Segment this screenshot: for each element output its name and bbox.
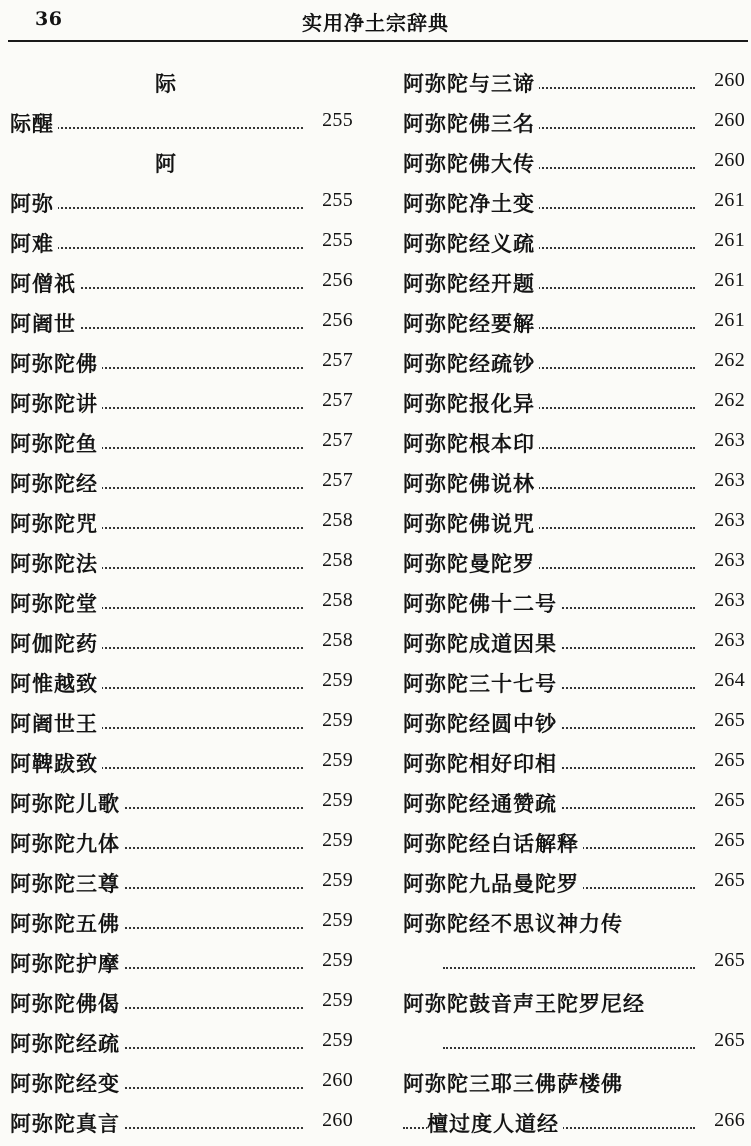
index-entry <box>10 306 353 346</box>
entry-page-number: 256 <box>322 309 353 331</box>
index-entry <box>10 626 353 666</box>
entry-term: 阿弥陀三耶三佛萨楼佛 <box>403 1068 627 1098</box>
entry-page-number: 259 <box>322 669 353 691</box>
index-entry <box>10 506 353 546</box>
entry-page-number: 262 <box>714 349 745 371</box>
index-entry <box>403 266 745 306</box>
entry-term: 阿弥陀堂 <box>10 588 102 618</box>
entry-term: 阿弥陀根本印 <box>403 428 539 458</box>
entry-page-number: 263 <box>714 469 745 491</box>
entry-page-number: 259 <box>322 1029 353 1051</box>
entry-term: 阿弥陀报化异 <box>403 388 539 418</box>
entry-term: 阿弥陀儿歌 <box>10 788 124 818</box>
entry-page-number: 257 <box>322 349 353 371</box>
entry-page-number: 259 <box>322 949 353 971</box>
index-entry <box>403 506 745 546</box>
entry-term: 阿阇世 <box>10 308 80 338</box>
entry-term: 阿弥陀经白话解释 <box>403 828 583 858</box>
index-entry <box>403 626 745 666</box>
entry-page-number: 260 <box>714 109 745 131</box>
dot-leader <box>443 967 695 969</box>
entry-page-number: 263 <box>714 549 745 571</box>
index-entry <box>10 1106 353 1146</box>
entry-term: 阿弥陀佛偈 <box>10 988 124 1018</box>
entry-term: 际醒 <box>10 108 58 138</box>
index-entry <box>403 906 745 946</box>
entry-term: 阿弥陀真言 <box>10 1108 124 1138</box>
entry-page-number: 261 <box>714 309 745 331</box>
index-entry <box>10 946 353 986</box>
entry-term: 阿弥陀经疏 <box>10 1028 124 1058</box>
entry-term: 阿弥陀佛十二号 <box>403 588 561 618</box>
header-rule <box>8 40 748 42</box>
entry-page-number: 259 <box>322 869 353 891</box>
index-entry <box>403 666 745 706</box>
index-entry <box>403 146 745 186</box>
entry-term: 阿弥陀佛说林 <box>403 468 539 498</box>
entry-page-number: 260 <box>714 69 745 91</box>
entry-page-number: 259 <box>322 789 353 811</box>
entry-page-number: 257 <box>322 429 353 451</box>
entry-page-number: 257 <box>322 469 353 491</box>
entry-page-number: 265 <box>714 829 745 851</box>
index-entry <box>10 826 353 866</box>
entry-term: 阿弥陀成道因果 <box>403 628 561 658</box>
index-entry <box>10 226 353 266</box>
index-entry <box>403 826 745 866</box>
entry-term: 阿弥陀经不思议神力传 <box>403 908 627 938</box>
entry-page-number: 265 <box>714 1029 745 1051</box>
entry-page-number: 265 <box>714 749 745 771</box>
index-entry <box>403 786 745 826</box>
index-entry <box>403 1026 745 1066</box>
index-entry <box>10 346 353 386</box>
index-column-left <box>10 66 353 1146</box>
entry-term: 阿弥陀佛三名 <box>403 108 539 138</box>
index-entry <box>403 546 745 586</box>
entry-page-number: 256 <box>322 269 353 291</box>
index-entry <box>10 986 353 1026</box>
entry-page-number: 264 <box>714 669 745 691</box>
entry-page-number: 255 <box>322 109 353 131</box>
entry-term: 阿惟越致 <box>10 668 102 698</box>
entry-page-number: 258 <box>322 549 353 571</box>
entry-term: 阿弥陀经幵题 <box>403 268 539 298</box>
index-entry <box>403 986 745 1026</box>
entry-term: 阿弥陀鱼 <box>10 428 102 458</box>
index-entry <box>403 346 745 386</box>
entry-term: 阿弥陀讲 <box>10 388 102 418</box>
index-entry <box>10 906 353 946</box>
entry-term: 阿鞞跋致 <box>10 748 102 778</box>
entry-page-number: 265 <box>714 869 745 891</box>
entry-term: 阿弥陀佛 <box>10 348 102 378</box>
section-heading <box>10 66 353 106</box>
entry-page-number: 260 <box>322 1069 353 1091</box>
page-number: 36 <box>35 8 63 30</box>
entry-page-number: 260 <box>714 149 745 171</box>
entry-term: 阿弥陀经 <box>10 468 102 498</box>
index-entry <box>10 266 353 306</box>
entry-term: 阿弥陀经要解 <box>403 308 539 338</box>
index-entry <box>10 866 353 906</box>
entry-page-number: 258 <box>322 629 353 651</box>
entry-term: 阿弥陀经通赞疏 <box>403 788 561 818</box>
entry-term: 阿弥陀五佛 <box>10 908 124 938</box>
entry-term: 阿弥陀法 <box>10 548 102 578</box>
entry-term: 阿弥陀九品曼陀罗 <box>403 868 583 898</box>
entry-page-number: 261 <box>714 269 745 291</box>
entry-term: 阿弥陀经疏钞 <box>403 348 539 378</box>
index-entry <box>403 226 745 266</box>
entry-term: 阿弥陀咒 <box>10 508 102 538</box>
entry-term: 阿难 <box>10 228 58 258</box>
entry-page-number: 255 <box>322 189 353 211</box>
entry-page-number: 263 <box>714 509 745 531</box>
entry-term: 阿弥陀佛大传 <box>403 148 539 178</box>
index-entry <box>403 1106 745 1146</box>
entry-page-number: 257 <box>322 389 353 411</box>
entry-page-number: 262 <box>714 389 745 411</box>
entry-page-number: 259 <box>322 989 353 1011</box>
entry-term: 阿弥陀九体 <box>10 828 124 858</box>
entry-page-number: 259 <box>322 909 353 931</box>
dot-leader <box>443 1047 695 1049</box>
index-entry <box>403 706 745 746</box>
entry-page-number: 259 <box>322 709 353 731</box>
index-entry <box>10 426 353 466</box>
index-entry <box>403 746 745 786</box>
entry-page-number: 265 <box>714 709 745 731</box>
entry-page-number: 258 <box>322 509 353 531</box>
entry-page-number: 261 <box>714 229 745 251</box>
index-entry <box>403 1066 745 1106</box>
entry-page-number: 263 <box>714 629 745 651</box>
index-entry <box>10 1066 353 1106</box>
index-entry <box>10 666 353 706</box>
entry-term: 阿弥陀曼陀罗 <box>403 548 539 578</box>
entry-term: 阿僧祇 <box>10 268 80 298</box>
index-entry <box>10 466 353 506</box>
entry-term: 阿弥陀经义疏 <box>403 228 539 258</box>
index-entry <box>10 106 353 146</box>
running-title: 实用净土宗辞典 <box>302 11 449 35</box>
index-entry <box>403 586 745 626</box>
entry-page-number: 255 <box>322 229 353 251</box>
entry-term: 阿弥陀鼓音声王陀罗尼经 <box>403 988 649 1018</box>
entry-term: 檀过度人道经 <box>427 1108 563 1138</box>
index-entry <box>403 66 745 106</box>
index-entry <box>403 466 745 506</box>
index-entry <box>403 386 745 426</box>
index-column-right <box>403 66 745 1146</box>
entry-page-number: 265 <box>714 949 745 971</box>
entry-page-number: 263 <box>714 429 745 451</box>
entry-term: 阿弥陀经变 <box>10 1068 124 1098</box>
entry-page-number: 261 <box>714 189 745 211</box>
index-entry <box>403 106 745 146</box>
entry-term: 阿弥陀与三谛 <box>403 68 539 98</box>
index-entry <box>10 186 353 226</box>
index-entry <box>10 746 353 786</box>
entry-term: 阿弥陀三十七号 <box>403 668 561 698</box>
index-entry <box>10 786 353 826</box>
entry-term: 阿弥陀护摩 <box>10 948 124 978</box>
section-heading-text: 阿 <box>155 151 176 176</box>
index-entry <box>10 586 353 626</box>
entry-page-number: 259 <box>322 749 353 771</box>
index-entry <box>403 946 745 986</box>
entry-term: 阿阇世王 <box>10 708 102 738</box>
index-entry <box>10 546 353 586</box>
entry-page-number: 258 <box>322 589 353 611</box>
entry-page-number: 266 <box>714 1109 745 1131</box>
index-entry <box>403 426 745 466</box>
entry-page-number: 259 <box>322 829 353 851</box>
entry-term: 阿弥陀佛说咒 <box>403 508 539 538</box>
page-header <box>0 0 751 44</box>
entry-term: 阿伽陀药 <box>10 628 102 658</box>
index-entry <box>10 706 353 746</box>
entry-term: 阿弥陀净土变 <box>403 188 539 218</box>
entry-page-number: 260 <box>322 1109 353 1131</box>
entry-term: 阿弥陀三尊 <box>10 868 124 898</box>
entry-term: 阿弥陀经圆中钞 <box>403 708 561 738</box>
index-entry <box>10 386 353 426</box>
entry-page-number: 265 <box>714 789 745 811</box>
entry-page-number: 263 <box>714 589 745 611</box>
entry-term: 阿弥 <box>10 188 58 218</box>
index-entry <box>403 306 745 346</box>
section-heading-text: 际 <box>155 71 176 96</box>
section-heading <box>10 146 353 186</box>
index-entry <box>403 866 745 906</box>
entry-term: 阿弥陀相好印相 <box>403 748 561 778</box>
index-entry <box>10 1026 353 1066</box>
index-entry <box>403 186 745 226</box>
